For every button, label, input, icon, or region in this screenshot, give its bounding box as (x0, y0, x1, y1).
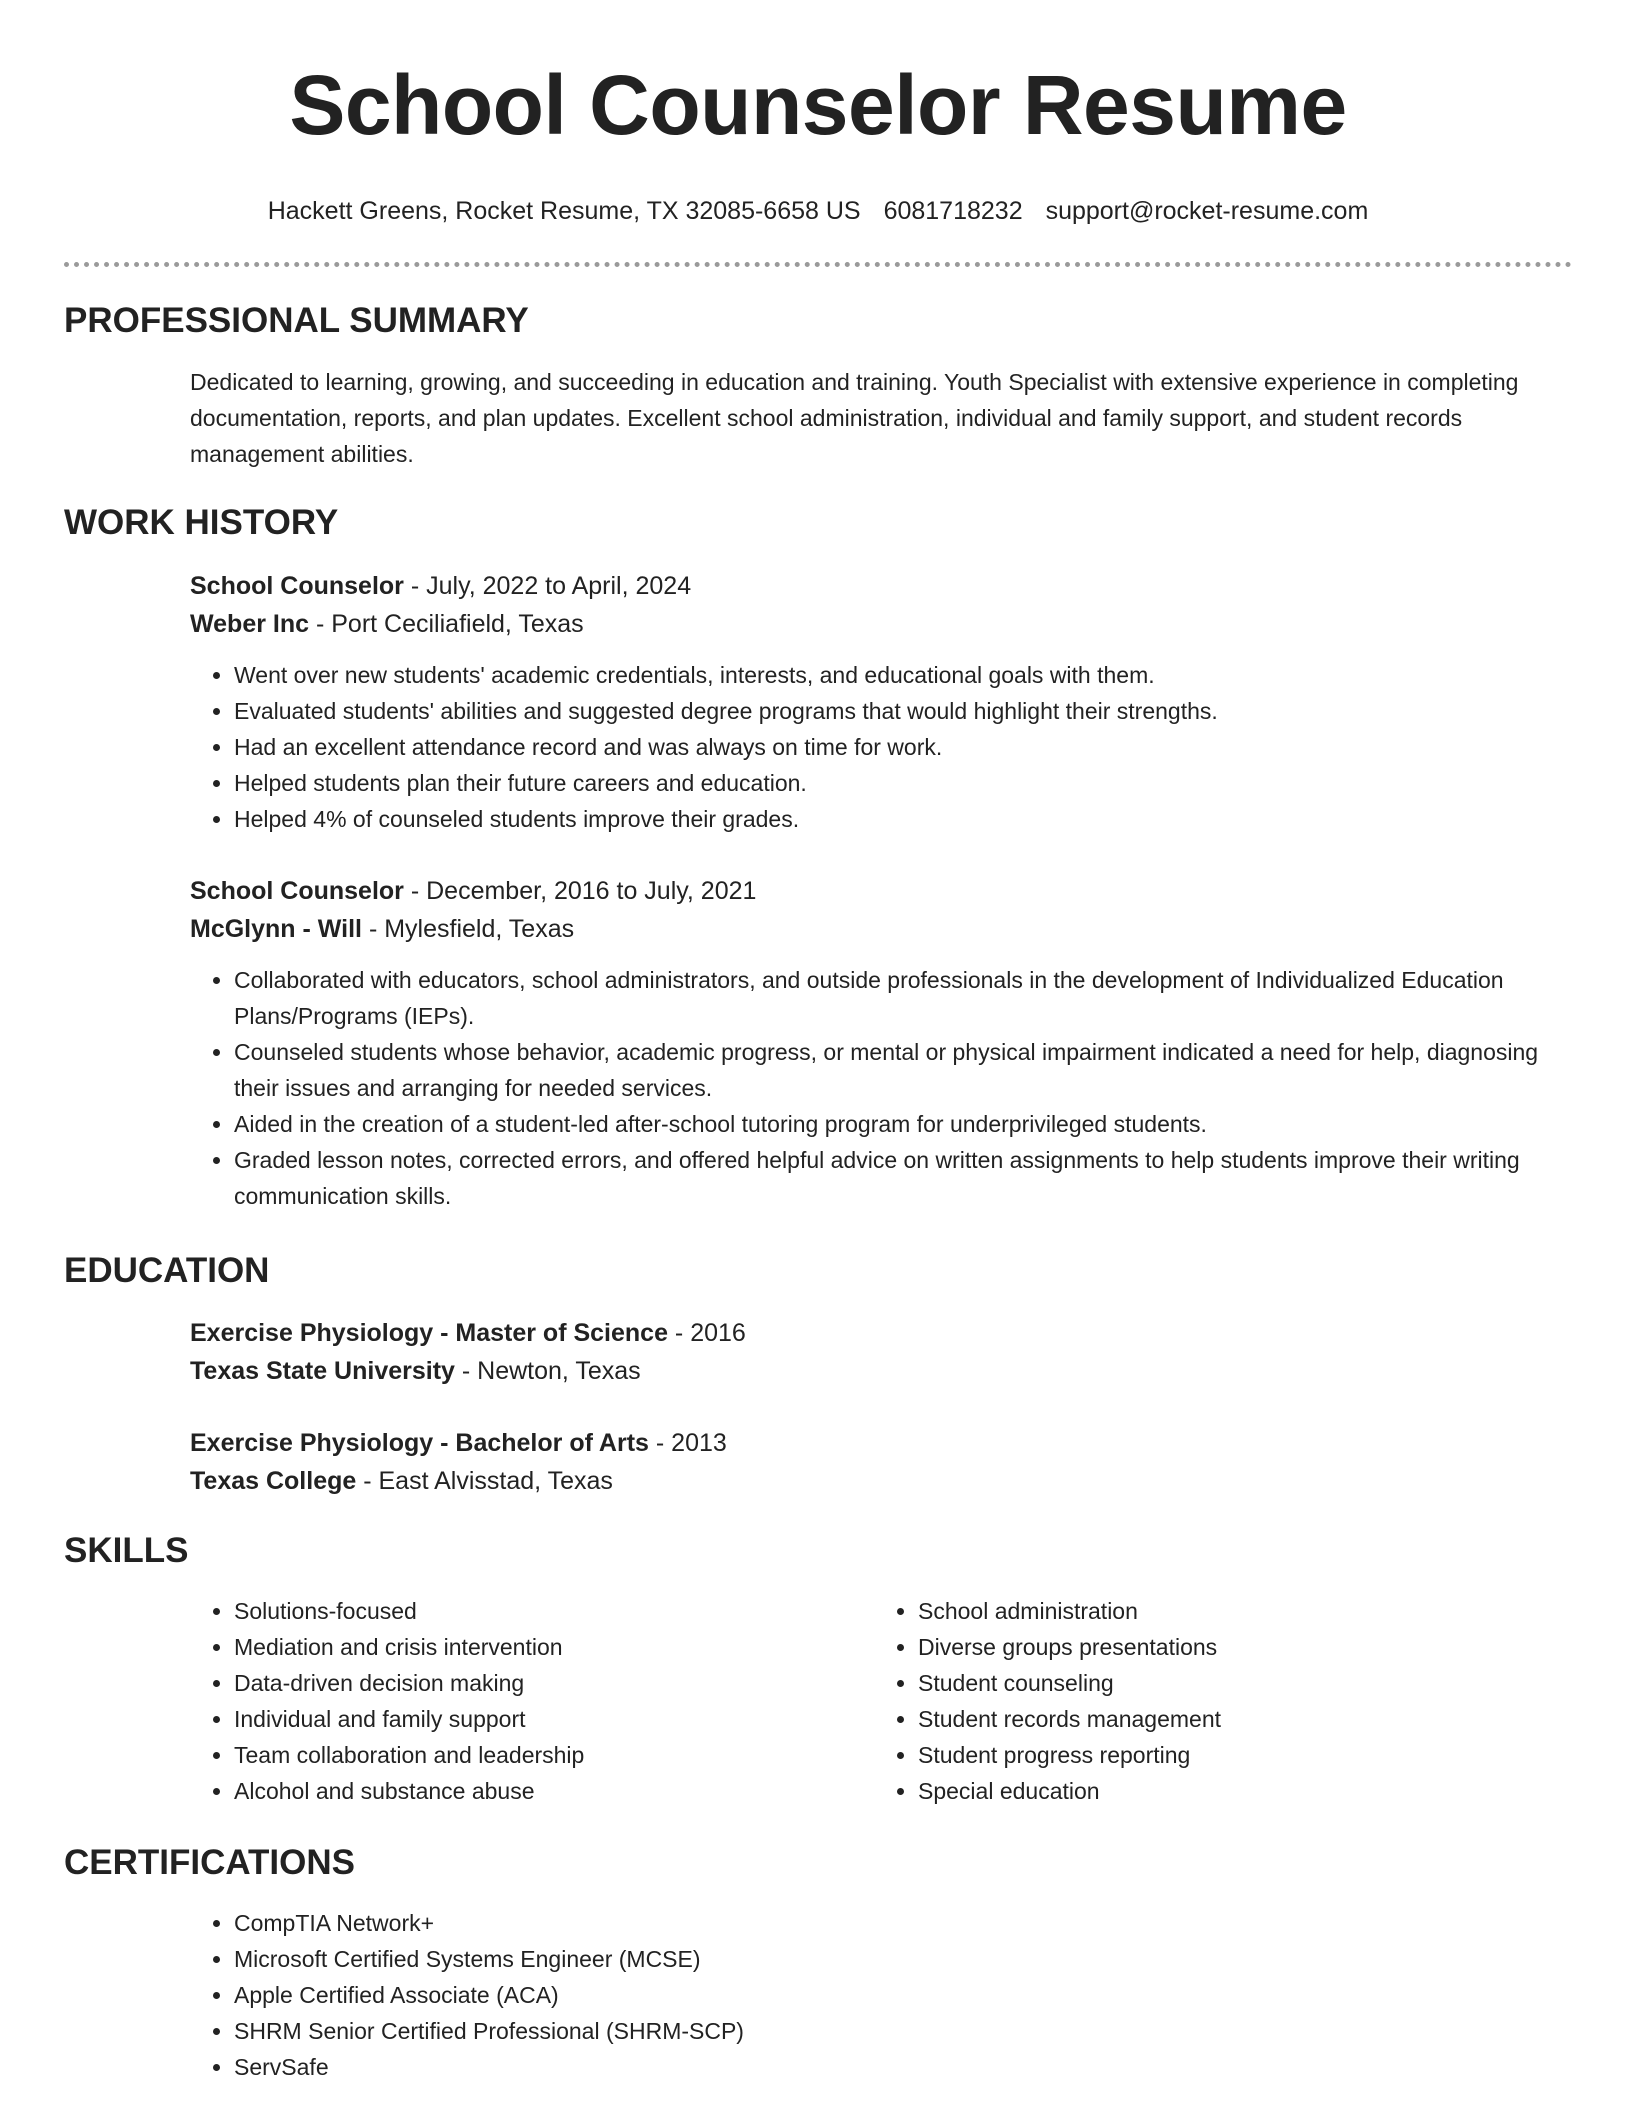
resume-title: School Counselor Resume (289, 58, 1347, 152)
list-item: • School administration (918, 1593, 1558, 1629)
list-item: • Diverse groups presentations (918, 1629, 1558, 1665)
list-item: • Counseled students whose behavior, academic progress, or mental or physical impairment indicated a need for help, diagnosing their issues and arranging for needed services. (234, 1034, 1558, 1106)
degree-line (190, 1314, 1558, 1352)
list-item: • Mediation and crisis intervention (234, 1629, 874, 1665)
list-item: • Graded lesson notes, corrected errors, and offered helpful advice on written assignments to help students improve their writing communication skills. (234, 1142, 1558, 1214)
summary-section (64, 300, 1572, 472)
list-item: • Student progress reporting (918, 1737, 1558, 1773)
school-location: - East Alvisstad, Texas (356, 1467, 613, 1495)
job-entry (190, 567, 1558, 837)
summary-text: Dedicated to learning, growing, and succeeding in education and training. Youth Specialist with extensive experience in completing documentation, reports, and plan updates. Excellent school administration, individual and family support, and student records management abilities. (190, 369, 1519, 467)
degree-line (190, 1424, 1558, 1462)
resume-page (64, 0, 1572, 2080)
job-bullets (190, 657, 1558, 837)
list-item: • CompTIA Network+ (234, 1905, 1558, 1941)
job-bullets (190, 962, 1558, 1214)
job-company-line (190, 910, 1558, 948)
school-name: Texas College (190, 1467, 357, 1495)
list-item: • Alcohol and substance abuse (234, 1773, 874, 1809)
job-company: McGlynn - Will (190, 915, 362, 943)
list-item: • Special education (918, 1773, 1558, 1809)
degree-year: - 2016 (667, 1319, 746, 1347)
job-title: School Counselor (190, 572, 404, 600)
education-heading: EDUCATION (64, 1251, 270, 1290)
list-item: • Student counseling (918, 1665, 1558, 1701)
contact-line (64, 196, 1572, 226)
list-item: • Evaluated students' abilities and suggested degree programs that would highlight their strengths. (234, 693, 1558, 729)
list-item: • Student records management (918, 1701, 1558, 1737)
school-line (190, 1462, 1558, 1500)
degree-year: - 2013 (648, 1429, 727, 1457)
header-divider (64, 262, 1572, 267)
skills-list-right (874, 1593, 1558, 1809)
certifications-block (190, 1905, 1558, 2085)
degree-name: Exercise Physiology - Bachelor of Arts (190, 1429, 649, 1457)
certifications-section (64, 1842, 1572, 1884)
skills-section (64, 1530, 1572, 1572)
school-line (190, 1352, 1558, 1390)
skills-heading: SKILLS (64, 1531, 189, 1570)
list-item: • Helped 4% of counseled students improve their grades. (234, 801, 1558, 837)
school-location: - Newton, Texas (454, 1357, 641, 1385)
list-item: • Collaborated with educators, school administrators, and outside professionals in the development of Individualized Education Plans/Programs (IEPs). (234, 962, 1558, 1034)
job-location: - Port Ceciliafield, Texas (309, 610, 584, 638)
summary-heading: PROFESSIONAL SUMMARY (64, 301, 529, 340)
skills-grid (190, 1593, 1558, 1809)
list-item: • Apple Certified Associate (ACA) (234, 1977, 1558, 2013)
certifications-list (190, 1905, 1558, 2085)
job-dates: - July, 2022 to April, 2024 (403, 572, 692, 600)
contact-address: Hackett Greens, Rocket Resume, TX 32085-6658 US (267, 197, 861, 225)
school-name: Texas State University (190, 1357, 455, 1385)
work-section (64, 502, 1572, 544)
job-title-line (190, 567, 1558, 605)
degree-name: Exercise Physiology - Master of Science (190, 1319, 668, 1347)
skills-list-left (190, 1593, 874, 1809)
work-heading: WORK HISTORY (64, 503, 339, 542)
contact-phone: 6081718232 (883, 197, 1023, 225)
list-item: • Aided in the creation of a student-led after-school tutoring program for underprivileged students. (234, 1106, 1558, 1142)
job-entry (190, 872, 1558, 1214)
list-item: • Team collaboration and leadership (234, 1737, 874, 1773)
list-item: • SHRM Senior Certified Professional (SHRM-SCP) (234, 2013, 1558, 2049)
job-location: - Mylesfield, Texas (362, 915, 575, 943)
job-company: Weber Inc (190, 610, 310, 638)
job-title: School Counselor (190, 877, 404, 905)
education-entry (190, 1314, 1558, 1390)
certifications-heading: CERTIFICATIONS (64, 1843, 356, 1882)
job-dates: - December, 2016 to July, 2021 (403, 877, 757, 905)
list-item: • Went over new students' academic credentials, interests, and educational goals with them. (234, 657, 1558, 693)
list-item: • Had an excellent attendance record and was always on time for work. (234, 729, 1558, 765)
job-title-line (190, 872, 1558, 910)
list-item: • Data-driven decision making (234, 1665, 874, 1701)
contact-email: support@rocket-resume.com (1045, 197, 1369, 225)
list-item: • Helped students plan their future careers and education. (234, 765, 1558, 801)
list-item: • Microsoft Certified Systems Engineer (MCSE) (234, 1941, 1558, 1977)
education-entry (190, 1424, 1558, 1500)
job-company-line (190, 605, 1558, 643)
education-section (64, 1250, 1572, 1292)
list-item: • Solutions-focused (234, 1593, 874, 1629)
list-item: • ServSafe (234, 2049, 1558, 2085)
list-item: • Individual and family support (234, 1701, 874, 1737)
